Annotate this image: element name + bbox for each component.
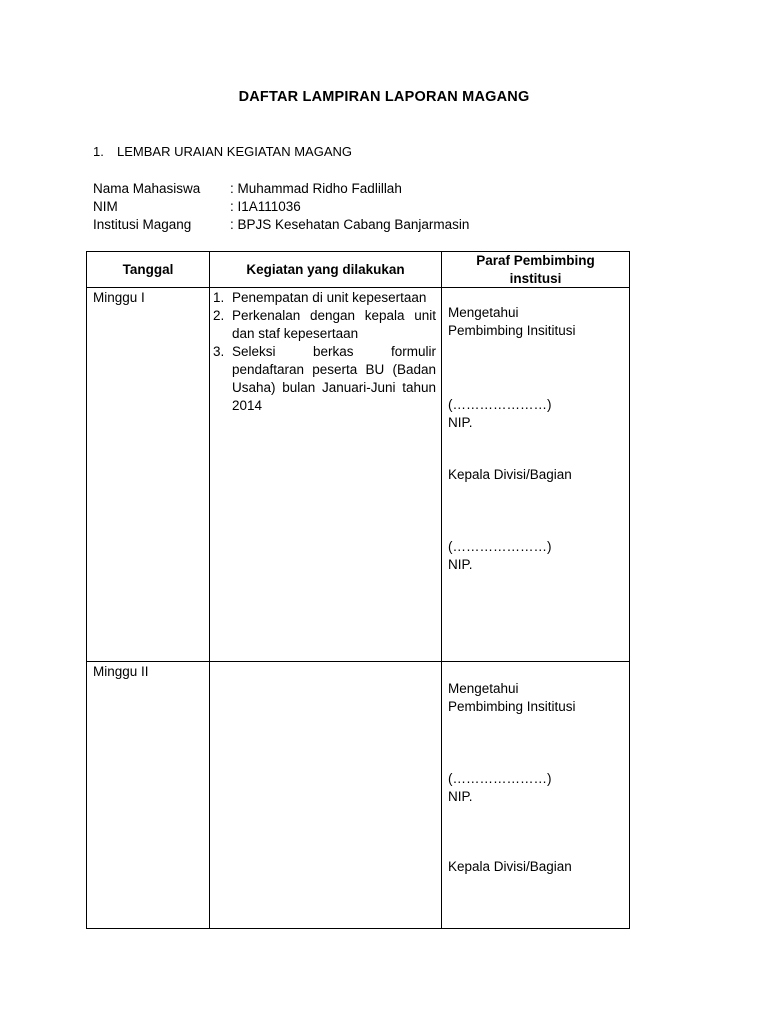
acknowledge-label: Mengetahui xyxy=(448,681,519,696)
signature-line: (…………………) xyxy=(448,397,552,412)
nip-label: NIP. xyxy=(448,557,473,572)
head-division-label: Kepala Divisi/Bagian xyxy=(448,467,572,482)
signature-block-head xyxy=(448,538,625,574)
week-cell xyxy=(87,662,210,928)
info-label: Institusi Magang xyxy=(93,217,192,232)
signature-block-supervisor xyxy=(448,770,625,806)
week-label: Minggu II xyxy=(93,664,149,679)
section-number: 1. xyxy=(93,144,104,159)
info-value: : Muhammad Ridho Fadlillah xyxy=(230,181,402,196)
info-value: : BPJS Kesehatan Cabang Banjarmasin xyxy=(230,217,470,232)
activity-text: Seleksi berkas formulir pendaftaran peserta BU (Badan Usaha) bulan Januari-Juni tahun 2014 xyxy=(232,344,436,413)
section-heading xyxy=(93,144,352,159)
activity-item xyxy=(213,307,436,343)
supervisor-label: Pembimbing Insititusi xyxy=(448,323,576,338)
activities-cell xyxy=(210,662,442,928)
acknowledgement-block xyxy=(448,304,625,340)
student-info xyxy=(93,180,469,234)
section-label: LEMBAR URAIAN KEGIATAN MAGANG xyxy=(117,144,353,159)
week-label: Minggu I xyxy=(93,290,145,305)
header-activity-label: Kegiatan yang dilakukan xyxy=(246,261,405,277)
activity-text: Perkenalan dengan kepala unit dan staf kepesertaan xyxy=(232,308,436,341)
activity-text: Penempatan di unit kepesertaan xyxy=(232,290,427,305)
acknowledgement-block xyxy=(448,680,625,716)
activity-item xyxy=(213,289,436,307)
signature-block-supervisor xyxy=(448,396,625,432)
header-date-label: Tanggal xyxy=(122,261,174,277)
info-label: NIM xyxy=(93,199,118,214)
week-cell xyxy=(87,288,210,662)
header-date xyxy=(87,252,210,288)
signature-line: (…………………) xyxy=(448,539,552,554)
activity-number: 3. xyxy=(213,344,225,359)
activity-item xyxy=(213,343,436,415)
header-signature xyxy=(442,252,629,288)
info-label: Nama Mahasiswa xyxy=(93,181,201,196)
activity-number: 1. xyxy=(213,290,225,305)
signature-cell xyxy=(442,288,629,662)
info-row-nim xyxy=(93,198,469,216)
header-activity xyxy=(210,252,442,288)
activity-table xyxy=(86,251,630,929)
supervisor-label: Pembimbing Insititusi xyxy=(448,699,576,714)
activities-cell xyxy=(210,288,442,662)
info-value: : I1A111036 xyxy=(230,199,301,214)
activity-number: 2. xyxy=(213,308,225,323)
header-signature-line1: Paraf Pembimbing xyxy=(476,252,595,268)
signature-line: (…………………) xyxy=(448,771,552,786)
document-title: DAFTAR LAMPIRAN LAPORAN MAGANG xyxy=(238,89,530,105)
head-division-label: Kepala Divisi/Bagian xyxy=(448,859,572,874)
acknowledge-label: Mengetahui xyxy=(448,305,519,320)
header-signature-line2: institusi xyxy=(509,270,562,286)
nip-label: NIP. xyxy=(448,789,473,804)
info-row-name xyxy=(93,180,469,198)
nip-label: NIP. xyxy=(448,415,473,430)
info-row-institution xyxy=(93,216,469,234)
signature-cell xyxy=(442,662,629,928)
